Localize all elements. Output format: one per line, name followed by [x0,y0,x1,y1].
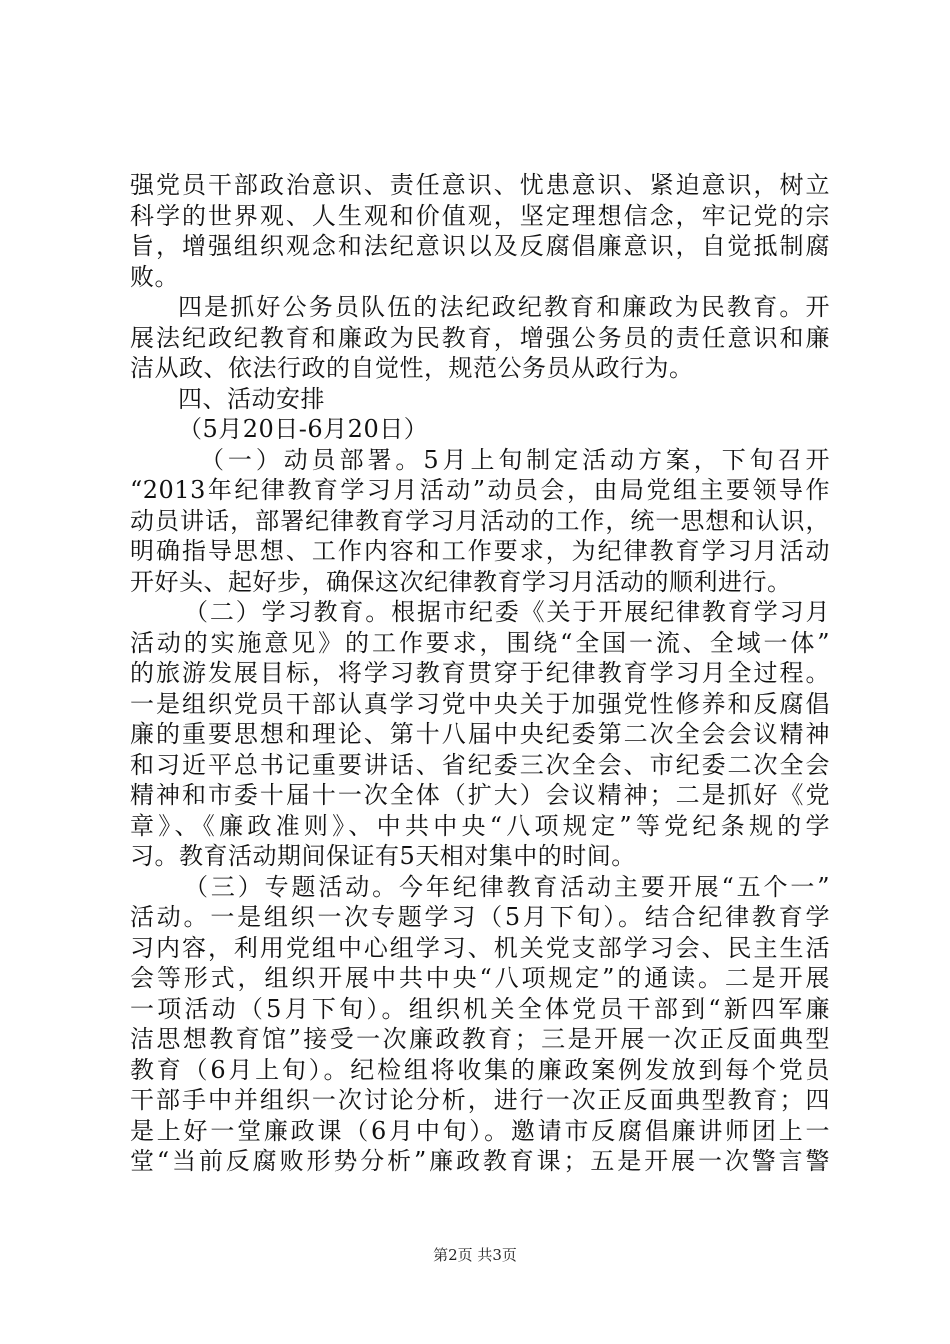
text-line: 开好头、起好步，确保这次纪律教育学习月活动的顺利进行。 [130,567,792,596]
text-line: 章》、《廉政准则》、中共中央“八项规定”等党纪条规的学 [130,811,830,840]
text-line: 展法纪政纪教育和廉政为民教育，增强公务员的责任意识和廉 [130,323,830,352]
document-body [130,170,830,1177]
text-line: 洁思想教育馆”接受一次廉政教育；三是开展一次正反面典型 [130,1025,830,1053]
text-line: 和习近平总书记重要讲话、省纪委三次全会、市纪委二次全会 [130,750,830,779]
page-number-footer: 第2页 共3页 [433,1246,517,1264]
text-line: 一项活动（5月下旬）。组织机关全体党员干部到“新四军廉 [130,994,830,1023]
date-range: （5月20日-6月20日） [178,415,429,443]
text-line: 科学的世界观、人生观和价值观，坚定理想信念，牢记党的宗 [130,201,830,230]
text-line: 会等形式，组织开展中共中央“八项规定”的通读。二是开展 [130,964,830,992]
text-line: 强党员干部政治意识、责任意识、忧患意识、紧迫意识，树立 [130,171,830,199]
text-line: 习内容，利用党组中心组学习、机关党支部学习会、民主生活 [130,933,830,962]
text-line: 活动。一是组织一次专题学习（5月下旬）。结合纪律教育学 [130,903,830,931]
text-line: 动员讲话，部署纪律教育学习月活动的工作，统一思想和认识， [130,506,830,535]
text-line: 堂“当前反腐败形势分析”廉政教育课；五是开展一次警言警 [130,1147,830,1175]
text-line: “2013年纪律教育学习月活动”动员会，由局党组主要领导作 [130,476,830,504]
text-line: （一）动员部署。5月上旬制定活动方案，下旬召开 [200,445,830,474]
text-line: 廉的重要思想和理论、第十八届中央纪委第二次全会会议精神 [130,720,830,748]
text-line: 干部手中并组织一次讨论分析，进行一次正反面典型教育；四 [130,1086,830,1114]
text-line: 旨，增强组织观念和法纪意识以及反腐倡廉意识，自觉抵制腐 [130,232,830,260]
text-line: 四是抓好公务员队伍的法纪政纪教育和廉政为民教育。开 [178,293,830,321]
text-line: 的旅游发展目标，将学习教育贯穿于纪律教育学习月全过程。 [130,659,830,687]
text-line: 一是组织党员干部认真学习党中央关于加强党性修养和反腐倡 [130,689,830,718]
text-line: 教育（6月上旬）。纪检组将收集的廉政案例发放到每个党员 [130,1055,830,1084]
text-line: 败。 [130,262,179,291]
section-heading: 四、活动安排 [178,384,325,413]
text-line: （三）专题活动。今年纪律教育活动主要开展“五个一” [184,872,830,901]
text-line: 精神和市委十届十一次全体（扩大）会议精神；二是抓好《党 [130,781,830,809]
text-line: 明确指导思想、工作内容和工作要求，为纪律教育学习月活动 [130,537,830,565]
text-line: 活动的实施意见》的工作要求，围绕“全国一流、全域一体” [130,628,830,657]
text-line: 习。教育活动期间保证有5天相对集中的时间。 [130,842,636,870]
text-line: （二）学习教育。根据市纪委《关于开展纪律教育学习月 [184,598,830,626]
text-line: 洁从政、依法行政的自觉性，规范公务员从政行为。 [130,354,694,382]
text-line: 是上好一堂廉政课（6月中旬）。邀请市反腐倡廉讲师团上一 [130,1116,830,1145]
